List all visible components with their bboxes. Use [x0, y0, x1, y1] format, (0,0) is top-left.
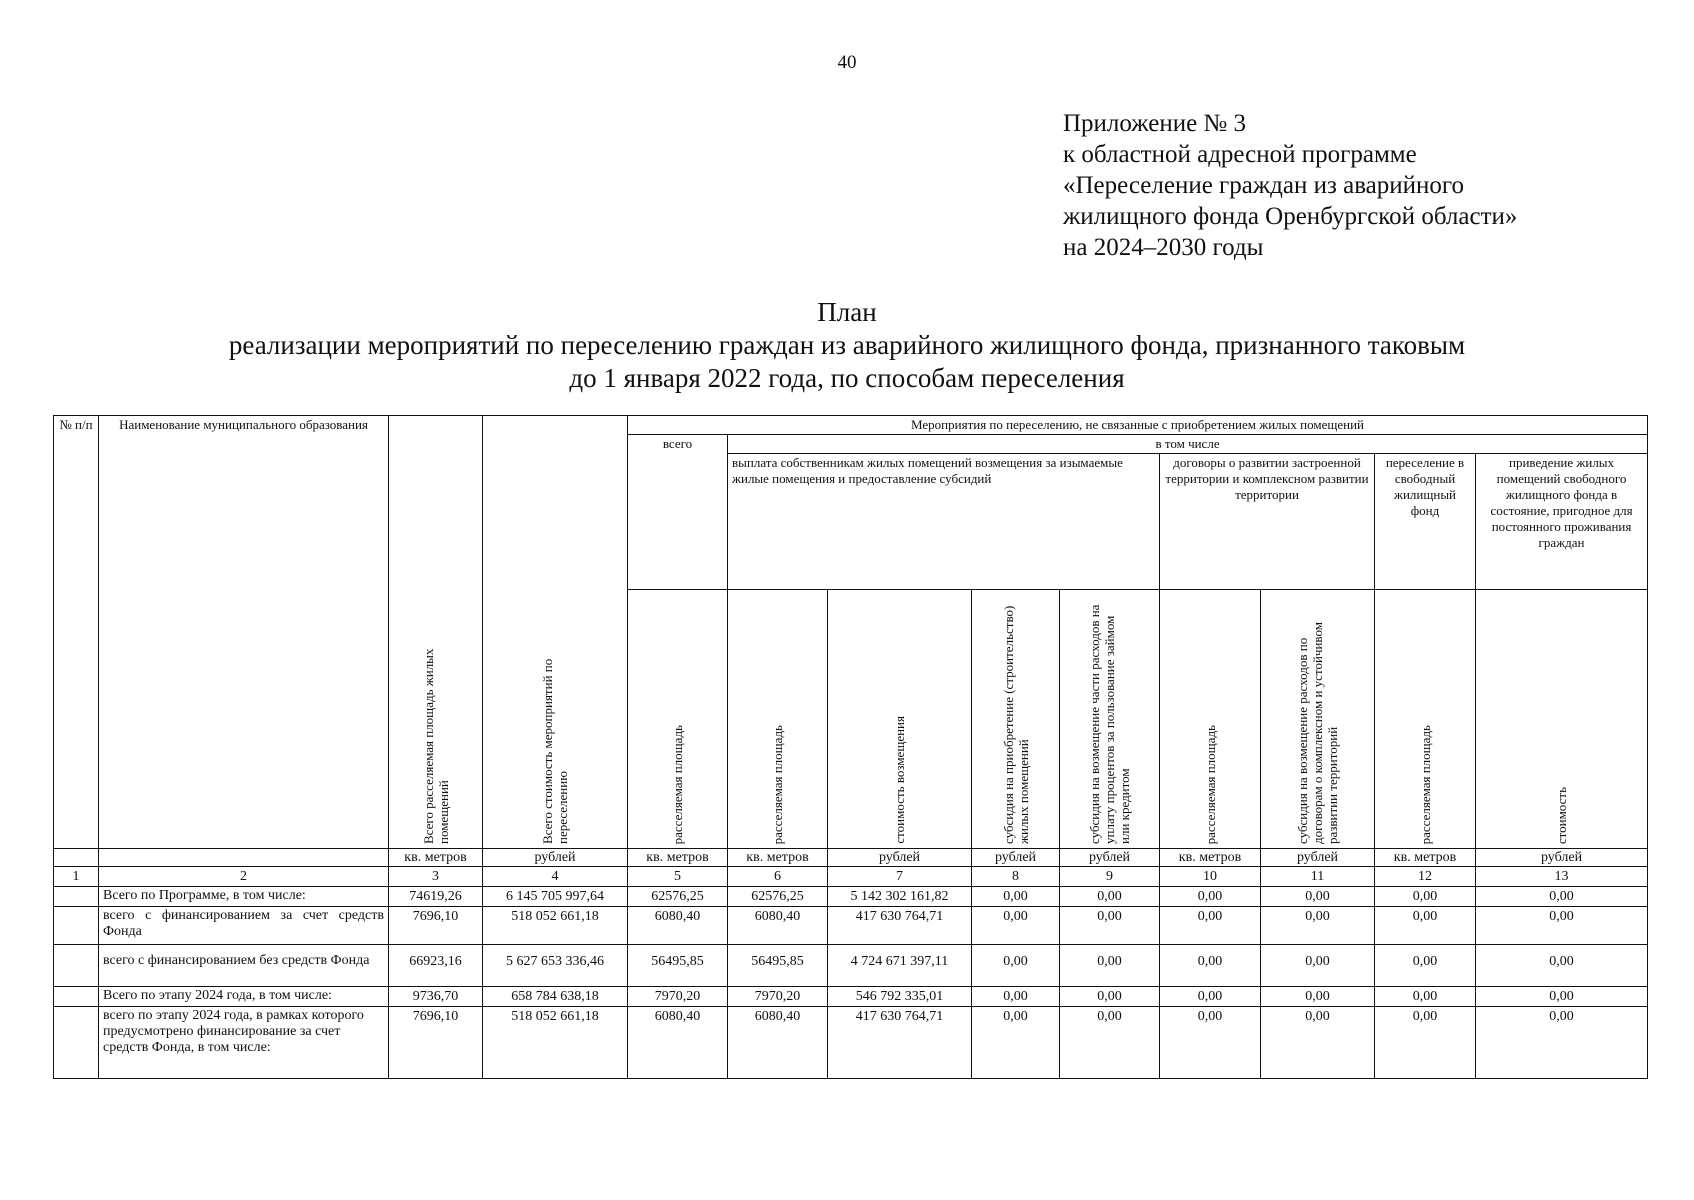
table-row [54, 987, 1648, 1007]
header-municipality: Наименование муниципального образования [99, 416, 389, 849]
value-cell: 0,00 [1476, 987, 1648, 1007]
value-cell: 0,00 [1375, 907, 1476, 945]
value-cell: 0,00 [1261, 887, 1375, 907]
header-total-cost [483, 416, 628, 849]
header-text: расселяемая площадь [670, 724, 685, 844]
row-number-cell [54, 945, 99, 987]
unit-cell: кв. метров [1160, 849, 1261, 867]
column-numbers-row [54, 867, 1648, 887]
value-cell: 0,00 [1160, 907, 1261, 945]
value-cell: 66923,16 [389, 945, 483, 987]
header-free-fund: переселение в свободный жилищный фонд [1375, 454, 1476, 590]
value-cell: 5 142 302 161,82 [828, 887, 972, 907]
value-cell: 4 724 671 397,11 [828, 945, 972, 987]
unit-cell: рублей [1261, 849, 1375, 867]
appendix-line: Приложение № 3 [1063, 110, 1247, 137]
unit-cell: кв. метров [728, 849, 828, 867]
unit-cell: рублей [1060, 849, 1160, 867]
value-cell: 0,00 [1060, 987, 1160, 1007]
col-number: 5 [628, 867, 728, 887]
table-row [54, 945, 1648, 987]
header-col-13 [1476, 590, 1648, 849]
value-cell: 0,00 [1060, 907, 1160, 945]
value-cell: 0,00 [1476, 1007, 1648, 1079]
col-number: 8 [972, 867, 1060, 887]
header-total-area [389, 416, 483, 849]
value-cell: 7696,10 [389, 1007, 483, 1079]
value-cell: 0,00 [1060, 887, 1160, 907]
header-col-8 [972, 590, 1060, 849]
header-col-12 [1375, 590, 1476, 849]
page-number: 40 [837, 52, 857, 73]
value-cell: 0,00 [972, 987, 1060, 1007]
col-number: 10 [1160, 867, 1261, 887]
value-cell: 0,00 [1261, 907, 1375, 945]
value-cell: 0,00 [1375, 987, 1476, 1007]
unit-cell: рублей [972, 849, 1060, 867]
unit-cell: рублей [1476, 849, 1648, 867]
title-line: реализации мероприятий по переселению граждан из аварийного жилищного фонда, признанного таковым [228, 330, 1466, 360]
value-cell: 0,00 [1375, 945, 1476, 987]
header-text: расселяемая площадь [1202, 724, 1218, 844]
header-col-9 [1060, 590, 1160, 849]
value-cell: 0,00 [1060, 945, 1160, 987]
header-contracts: договоры о развитии застроенной территории и комплексном развитии территории [1160, 454, 1375, 590]
value-cell: 0,00 [1375, 887, 1476, 907]
col-number: 12 [1375, 867, 1476, 887]
row-name: Всего по этапу 2024 года, в том числе: [99, 987, 389, 1007]
unit-cell: рублей [483, 849, 628, 867]
value-cell: 0,00 [1160, 887, 1261, 907]
col-number: 4 [483, 867, 628, 887]
col-number: 13 [1476, 867, 1648, 887]
value-cell: 0,00 [1160, 987, 1261, 1007]
header-text: Всего расселяемая площадь жилых помещений [420, 648, 451, 844]
value-cell: 74619,26 [389, 887, 483, 907]
col-number: 1 [54, 867, 99, 887]
row-name: Всего по Программе, в том числе: [99, 887, 389, 907]
value-cell: 0,00 [1476, 907, 1648, 945]
document-title [0, 296, 1694, 395]
value-cell: 518 052 661,18 [483, 907, 628, 945]
value-cell: 0,00 [972, 945, 1060, 987]
value-cell: 7970,20 [628, 987, 728, 1007]
header-text: стоимость [1554, 786, 1570, 844]
header-col-7 [828, 590, 972, 849]
value-cell: 5 627 653 336,46 [483, 945, 628, 987]
value-cell: 0,00 [1261, 1007, 1375, 1079]
value-cell: 0,00 [1160, 945, 1261, 987]
header-text: расселяемая площадь [1417, 724, 1433, 844]
col-number: 3 [389, 867, 483, 887]
row-number-cell [54, 1007, 99, 1079]
value-cell: 546 792 335,01 [828, 987, 972, 1007]
value-cell: 6080,40 [728, 1007, 828, 1079]
col-number: 11 [1261, 867, 1375, 887]
value-cell: 0,00 [1476, 945, 1648, 987]
value-cell: 658 784 638,18 [483, 987, 628, 1007]
table-row [54, 887, 1648, 907]
value-cell: 417 630 764,71 [828, 907, 972, 945]
value-cell: 6080,40 [628, 907, 728, 945]
header-repair: приведение жилых помещений свободного жилищного фонда в состояние, пригодное для постоянного проживания граждан [1476, 454, 1648, 590]
header-number: № п/п [54, 416, 99, 849]
header-text: расселяемая площадь [770, 724, 785, 844]
header-col-11 [1261, 590, 1375, 849]
header-col-10 [1160, 590, 1261, 849]
unit-cell: кв. метров [628, 849, 728, 867]
header-group: Мероприятия по переселению, не связанные с приобретением жилых помещений [628, 416, 1648, 435]
appendix-line: на 2024–2030 годы [1063, 234, 1264, 261]
col-number: 9 [1060, 867, 1160, 887]
header-text: субсидия на возмещение расходов по договорам о комплексном и устойчивом развитии территорий [1295, 622, 1340, 844]
value-cell: 417 630 764,71 [828, 1007, 972, 1079]
col-number: 2 [99, 867, 389, 887]
header-payment: выплата собственникам жилых помещений возмещения за изымаемые жилые помещения и предоставление субсидий [728, 454, 1160, 590]
value-cell: 56495,85 [628, 945, 728, 987]
value-cell: 0,00 [1060, 1007, 1160, 1079]
row-number-cell [54, 987, 99, 1007]
appendix-line: жилищного фонда Оренбургской области» [1063, 203, 1518, 230]
value-cell: 518 052 661,18 [483, 1007, 628, 1079]
header-total: всего [628, 435, 728, 590]
value-cell: 62576,25 [728, 887, 828, 907]
col-number: 7 [828, 867, 972, 887]
header-text: субсидия на приобретение (строительство) жилых помещений [1000, 605, 1031, 844]
value-cell: 0,00 [972, 887, 1060, 907]
appendix-line: к областной адресной программе [1063, 141, 1417, 168]
value-cell: 0,00 [1375, 1007, 1476, 1079]
header-text: стоимость возмещения [892, 716, 907, 844]
value-cell: 0,00 [1160, 1007, 1261, 1079]
unit-cell-empty [54, 849, 99, 867]
value-cell: 56495,85 [728, 945, 828, 987]
value-cell: 0,00 [972, 907, 1060, 945]
title-line: План [817, 297, 877, 327]
row-name: всего с финансированием без средств Фонда [99, 945, 389, 987]
value-cell: 7696,10 [389, 907, 483, 945]
value-cell: 0,00 [1261, 945, 1375, 987]
table-row [54, 1007, 1648, 1079]
value-cell: 6080,40 [728, 907, 828, 945]
value-cell: 0,00 [972, 1007, 1060, 1079]
header-text: субсидия на возмещение части расходов на уплату процентов за пользование займом или кредитом [1087, 604, 1132, 844]
unit-cell: кв. метров [1375, 849, 1476, 867]
unit-cell: рублей [828, 849, 972, 867]
title-line: до 1 января 2022 года, по способам переселения [569, 363, 1125, 393]
value-cell: 6080,40 [628, 1007, 728, 1079]
value-cell: 0,00 [1476, 887, 1648, 907]
value-cell: 9736,70 [389, 987, 483, 1007]
header-col-5 [628, 590, 728, 849]
plan-table [53, 415, 1648, 1079]
value-cell: 6 145 705 997,64 [483, 887, 628, 907]
value-cell: 7970,20 [728, 987, 828, 1007]
header-col-6 [728, 590, 828, 849]
row-number-cell [54, 887, 99, 907]
appendix-line: «Переселение граждан из аварийного [1063, 172, 1465, 199]
unit-cell-empty [99, 849, 389, 867]
value-cell: 0,00 [1261, 987, 1375, 1007]
appendix-header [1063, 108, 1517, 263]
value-cell: 62576,25 [628, 887, 728, 907]
units-row [54, 849, 1648, 867]
unit-cell: кв. метров [389, 849, 483, 867]
table-row [54, 907, 1648, 945]
col-number: 6 [728, 867, 828, 887]
header-including: в том числе [728, 435, 1648, 454]
header-text: Всего стоимость мероприятий по переселению [540, 658, 570, 844]
row-name: всего с финансированием за счет средств Фонда [99, 907, 389, 945]
row-number-cell [54, 907, 99, 945]
row-name: всего по этапу 2024 года, в рамках которого предусмотрено финансирование за счет средств Фонда, в том числе: [99, 1007, 389, 1079]
